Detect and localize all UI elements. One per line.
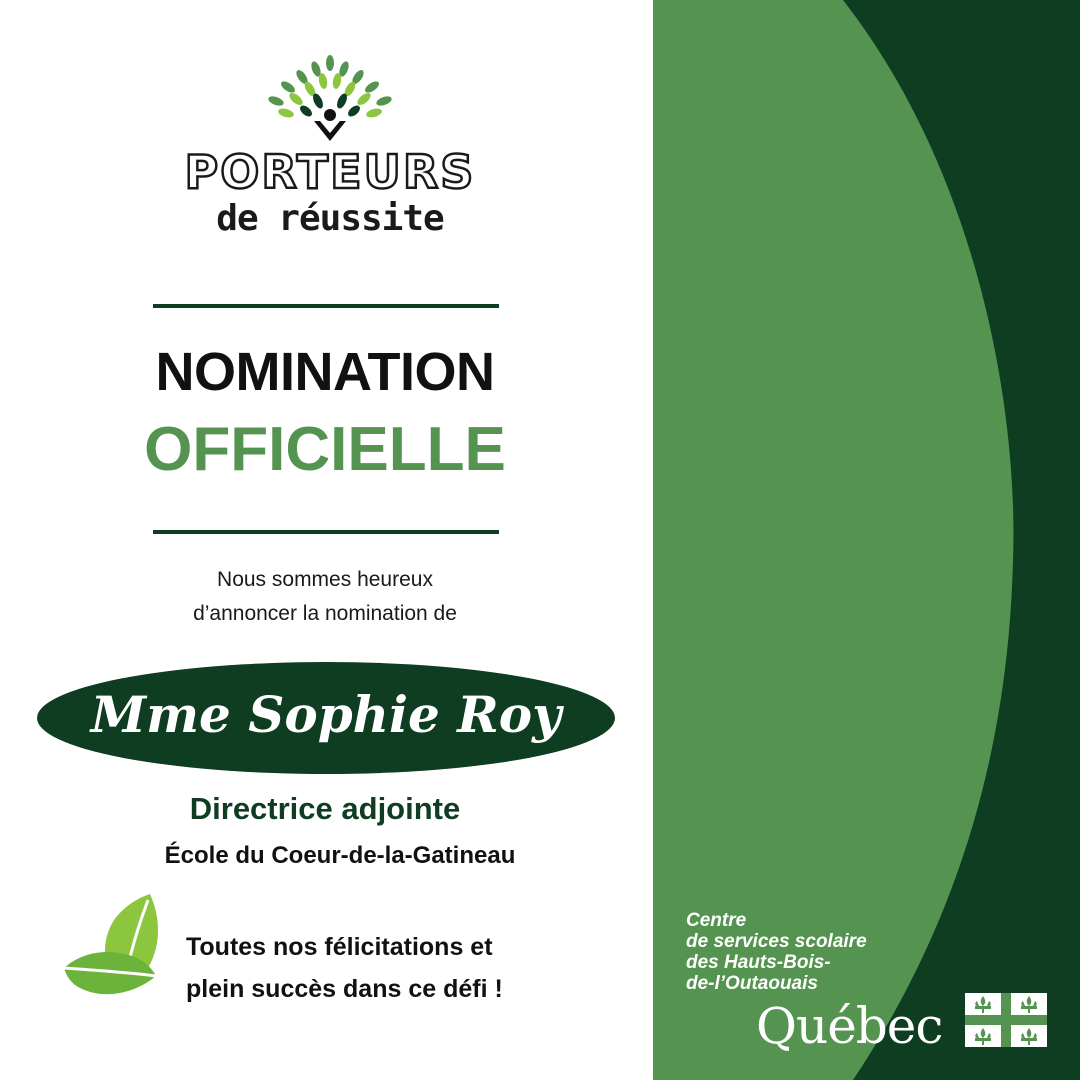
- heading-officielle: OFFICIELLE: [144, 415, 506, 484]
- top-divider: [153, 304, 499, 308]
- congrats-line-2: plein succès dans ce défi !: [186, 975, 503, 1003]
- intro-line-2: d’annoncer la nomination de: [193, 602, 457, 625]
- tree-person-icon: [260, 55, 400, 145]
- logo-wordmark: PORTEURS: [184, 145, 476, 199]
- nominee-name: Mme Sophie Roy: [90, 685, 562, 744]
- quebec-wordmark: Québec: [756, 997, 943, 1055]
- congratulations-text: [186, 926, 606, 1010]
- intro-text: [110, 563, 540, 631]
- bottom-divider: [153, 530, 499, 534]
- organization-name: [686, 910, 946, 994]
- org-line-2: de services scolaire: [686, 931, 867, 952]
- logo-tagline: de réussite: [216, 198, 444, 239]
- intro-line-1: Nous sommes heureux: [217, 568, 433, 591]
- congrats-line-1: Toutes nos félicitations et: [186, 933, 493, 961]
- leaves-icon: [62, 892, 172, 1004]
- org-line-4: de-l’Outaouais: [686, 973, 818, 994]
- org-line-1: Centre: [686, 910, 747, 931]
- nominee-school: École du Coeur-de-la-Gatineau: [164, 842, 516, 869]
- porteurs-logo: [170, 55, 490, 245]
- quebec-flag-icon: [965, 993, 1047, 1047]
- org-line-3: des Hauts-Bois-: [686, 952, 831, 973]
- nominee-role: Directrice adjointe: [189, 791, 461, 826]
- heading-nomination: NOMINATION: [155, 342, 495, 402]
